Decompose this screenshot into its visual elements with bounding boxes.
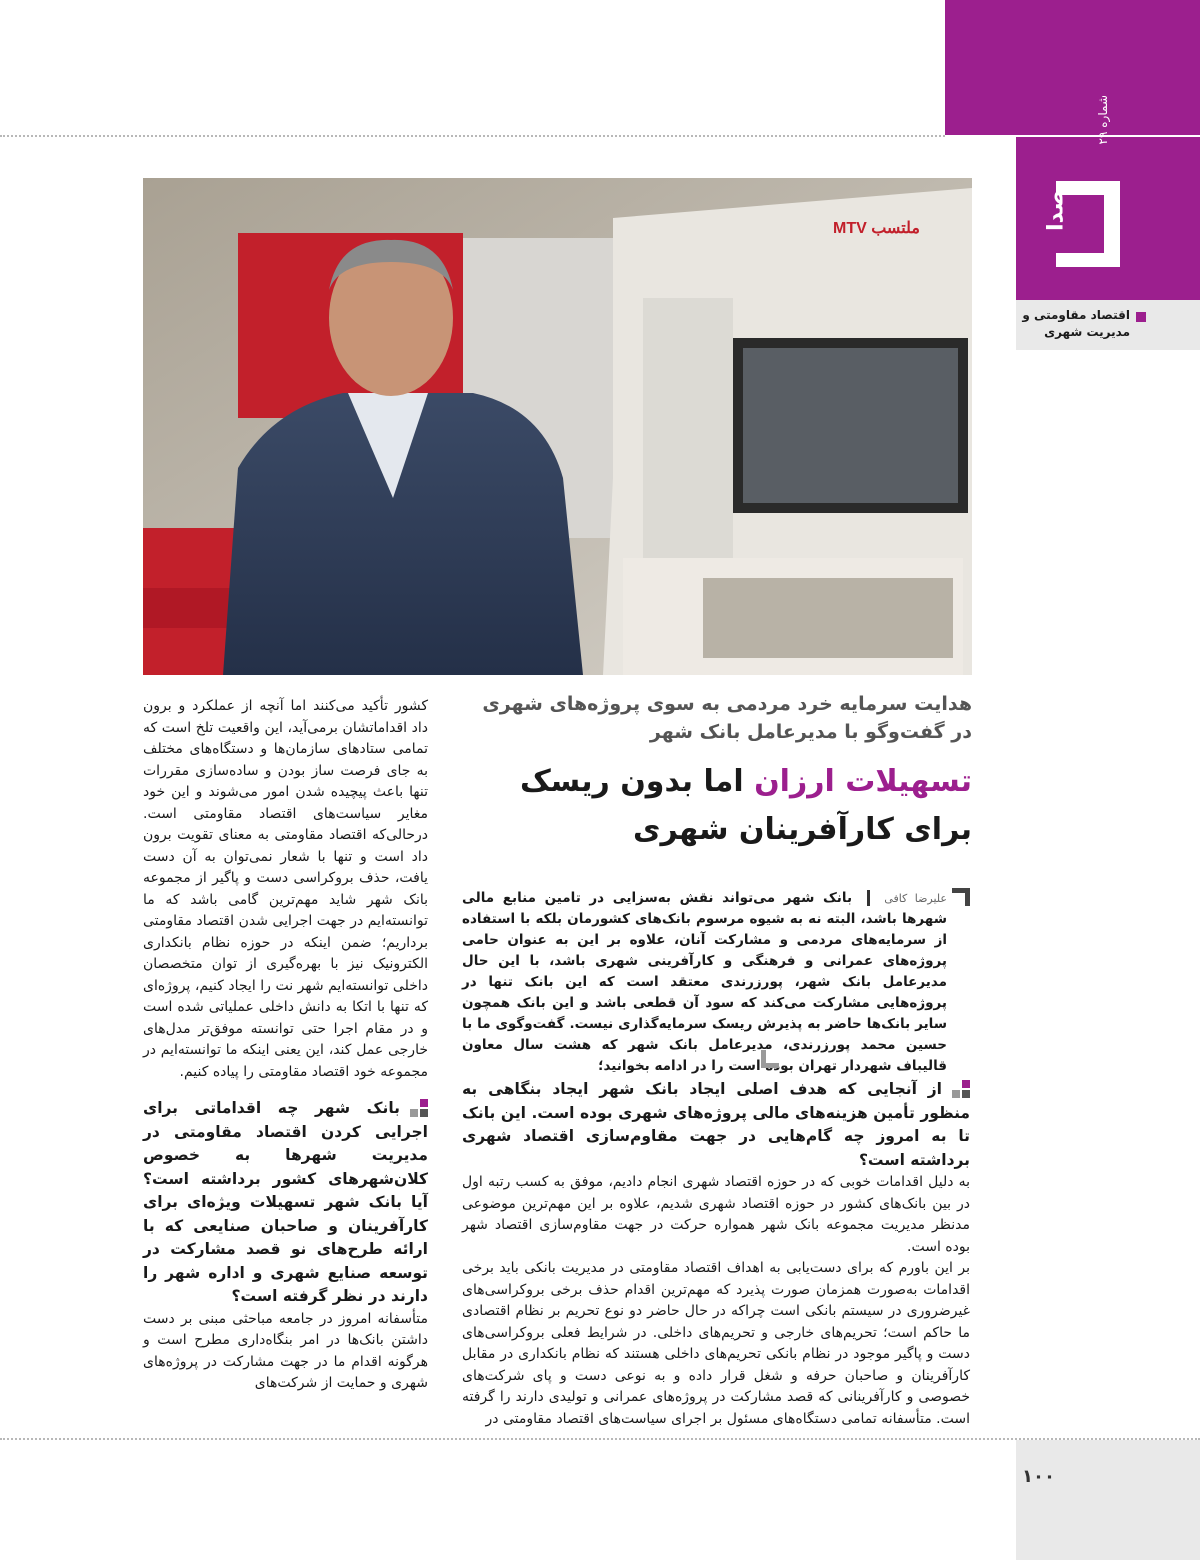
kicker-line1: هدایت سرمایه خرد مردمی به سوی پروژه‌های شهری — [482, 693, 972, 715]
headline-rest: اما بدون ریسک — [519, 764, 755, 799]
headline-line2: برای کارآفرینان شهری — [632, 812, 972, 847]
author-divider — [867, 890, 870, 906]
section-title: اقتصاد مقاومتی و مدیریت شهری — [1022, 308, 1130, 339]
section-marker-icon — [1136, 312, 1146, 322]
magazine-logo: صدا — [1043, 189, 1069, 232]
left-column — [143, 696, 428, 1395]
article-photo — [143, 178, 972, 675]
headline — [435, 758, 972, 806]
question-1 — [462, 1078, 970, 1172]
issue-label: شماره ۲۹ — [1096, 95, 1110, 145]
author-name: علیرضا کافی — [884, 892, 947, 905]
kicker-line2: در گفت‌وگو با مدیرعامل بانک شهر — [649, 721, 972, 743]
lead-close-bracket-icon — [761, 1050, 779, 1068]
section-panel — [1016, 300, 1200, 350]
answer-1-p1: به دلیل اقدامات خوبی که در حوزه اقتصاد شهری انجام دادیم، موفق به کسب رتبه اول در بین بانک‌های کشور در حوزه اقتصاد شهری شدیم، علاوه بر این مهم‌ترین موضوعی مدنظر مدیریت مجموعه بانک شهر همواره حرکت در جهت مقاوم‌سازی اقتصاد شهر بوده است. — [462, 1174, 970, 1255]
lead-open-bracket-icon — [952, 888, 970, 906]
lead-first-line: بانک شهر می‌تواند نقش به‌سزایی در تامین منابع مالی شهرها — [462, 890, 947, 927]
question-2 — [143, 1097, 428, 1309]
question-1-text: از آنجایی که هدف اصلی ایجاد بانک شهر ایجاد بنگاهی به منظور تأمین هزینه‌های مالی پروژه‌های شهری بوده است. این بانک تا به امروز چه گام‌هایی در جهت مقاوم‌سازی اقتصاد شهری برداشته است؟ — [462, 1080, 970, 1169]
top-accent-block — [945, 0, 1200, 135]
kiosk-label: MTV ملتسب — [833, 220, 920, 237]
question-marker-icon — [408, 1099, 428, 1119]
question-2-text: بانک شهر چه اقداماتی برای اجرایی کردن اقتصاد مقاومتی در مدیریت شهرها به خصوص کلان‌شهرهای کشور برداشته است؟ آیا بانک شهر تسهیلات ویژه‌ای برای کارآفرینان و صاحبان صنایعی که با ارائه طرح‌های نو قصد مشارکت در توسعه صنایع شهری و اداره شهر را دارند در نظر گرفته است؟ — [143, 1099, 428, 1305]
footer-panel — [1016, 1440, 1200, 1560]
answer-1-p2: بر این باورم که برای دست‌یابی به اهداف اقتصاد مقاومتی در مدیریت بانکی باید برخی اقدامات به‌صورت همزمان صورت پذیرد که مهم‌ترین اقدام حذف برخی بروکراسی‌های غیرضروری در سیستم بانکی است چراکه در حال حاضر دو نوع تحریم بر نظام اقتصادی ما حاکم است؛ تحریم‌های خارجی و تحریم‌های داخلی. در شرایط فعلی بروکراسی‌های دست و پاگیر موجود در نظام بانکی تحریم‌های داخلی هستند که نظام بانکداری در مقابل کارآفرینان و صاحبان حرفه و شغل قرار داده و به نوعی دست و پای شرکت‌های خصوصی و کارآفرینانی که قصد مشارکت در پروژه‌های عمرانی و تولیدی دارند را گرفته است. متأسفانه تمامی دستگاه‌های مسئول بر اجرای سیاست‌های اقتصاد مقاومتی در — [462, 1260, 970, 1427]
left-paragraph-1: کشور تأکید می‌کنند اما آنچه از عملکرد و برون داد اقداماتشان برمی‌آید، این واقعیت تلخ است که تمامی ستادهای سازمان‌ها و دستگاه‌های مختلف به جای فرصت ساز بودن و ساده‌سازی مقررات تنها باعث پیچیده شدن امور می‌شوند و این خود مغایر سیاست‌های اقتصاد مقاومتی است. درحالی‌که اقتصاد مقاومتی به معنای تقویت برون داد است و تنها با شعار نمی‌توان به آن دست یافت، حذف بروکراسی دست و پاگیر از مجموعه بانک شهر شاید مهم‌ترین گامی باشد که ما توانسته‌ایم در جهت اجرایی شدن اقتصاد مقاومتی برداریم؛ ضمن اینکه در حوزه نظام بانکداری الکترونیک نیز با بهره‌گیری از توان متخصصان داخلی توانسته‌ایم شهر نت را ایجاد کنیم، پروژه‌ای که تنها با اتکا به دانش داخلی عملیاتی شده است و در مقام اجرا حتی توانسته موفق‌تر مدل‌های خارجی عمل کند، این یعنی اینکه ما توانسته‌ایم در مجموعه خود اقتصاد مقاومتی را پیاده کنیم. — [143, 698, 428, 1080]
right-column — [462, 1078, 970, 1430]
article-header — [435, 690, 972, 854]
answer-2-p1: متأسفانه امروز در جامعه مباحثی مبنی بر دست داشتن بانک‌ها در امر بنگاه‌داری مطرح است و هرگونه اقدام ما در جهت مشارکت در پروژه‌های شهری و حمایت از شرکت‌های — [143, 1310, 428, 1391]
top-dotted-rule — [0, 135, 945, 137]
page-number: ۱۰۰ — [1022, 1466, 1055, 1487]
question-marker-icon — [950, 1080, 970, 1100]
lead-body: باشد، البته نه به شیوه مرسوم بانک‌های کشورمان بلکه با استفاده از سرمایه‌های مردمی و مشارکت آنان، علاوه بر این به عنوان حامی پروژه‌های عمرانی و فرهنگی و کارآفرینی شهری باشد، با این حال مدیرعامل بانک شهر، پورزرندی معتقد است که این بانک تنها در پروژه‌هایی مشارکت می‌کند که سود آن قطعی باشد و این بانک همچون سایر بانک‌ها حاضر به پذیرش ریسک سرمایه‌گذاری نیست. گفت‌وگوی ما با حسین محمد پورزرندی، مدیرعامل بانک شهر که هشت سال معاون قالیباف شهردار تهران بوده است را در ادامه بخوانید؛ — [462, 911, 947, 1074]
photo-illustration — [143, 178, 972, 675]
issue-badge — [1016, 95, 1200, 300]
headline-highlight: تسهیلات ارزان — [754, 764, 972, 799]
lead-paragraph — [462, 888, 947, 1077]
